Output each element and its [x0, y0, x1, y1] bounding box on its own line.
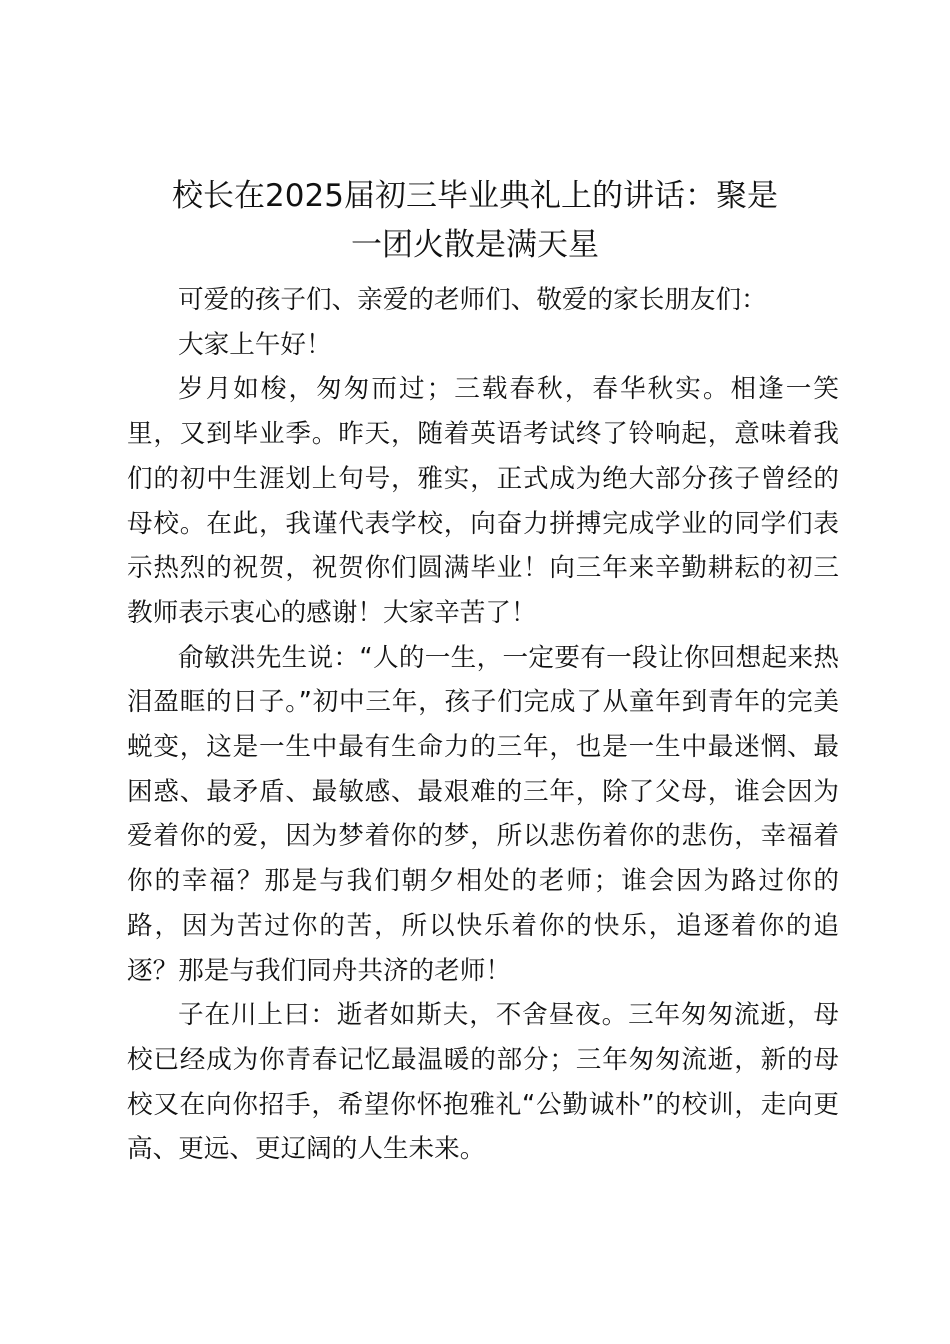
title-line-2: 一团火散是满天星	[351, 227, 599, 263]
document-title	[120, 172, 830, 270]
body-paragraph-1: 岁月如梭，匆匆而过；三载春秋，春华秋实。相逢一笑里，又到毕业季。昨天，随着英语考试终了铃响起，意味着我们的初中生涯划上句号，雅实，正式成为绝大部分孩子曾经的母校。在此，我谨代表学校，向奋力拼搏完成学业的同学们表示热烈的祝贺，祝贺你们圆满毕业！向三年来辛勤耕耘的初三教师表示衷心的感谢！大家辛苦了！	[127, 374, 839, 628]
salutation-paragraph: 大家上午好！	[178, 329, 332, 360]
body-paragraph-2: 俞敏洪先生说：“人的一生，一定要有一段让你回想起来热泪盈眶的日子。”初中三年，孩子们完成了从童年到青年的完美蜕变，这是一生中最有生命力的三年，也是一生中最迷惘、最困惑、最矛盾、最敏感、最艰难的三年，除了父母，谁会因为爱着你的爱，因为梦着你的梦，所以悲伤着你的悲伤，幸福着你的幸福？那是与我们朝夕相处的老师；谁会因为路过你的路，因为苦过你的苦，所以快乐着你的快乐，追逐着你的追逐？那是与我们同舟共济的老师！	[127, 642, 839, 986]
title-line-1: 校长在2025届初三毕业典礼上的讲话：聚是	[172, 178, 778, 214]
speech-body	[127, 278, 839, 1172]
greeting-paragraph: 可爱的孩子们、亲爱的老师们、敬爱的家长朋友们：	[178, 285, 767, 315]
body-paragraph-3: 子在川上曰：逝者如斯夫，不舍昼夜。三年匆匆流逝，母校已经成为你青春记忆最温暖的部分；三年匆匆流逝，新的母校又在向你招手，希望你怀抱雅礼“公勤诚朴”的校训，走向更高、更远、更辽阔的人生未来。	[127, 1000, 839, 1165]
